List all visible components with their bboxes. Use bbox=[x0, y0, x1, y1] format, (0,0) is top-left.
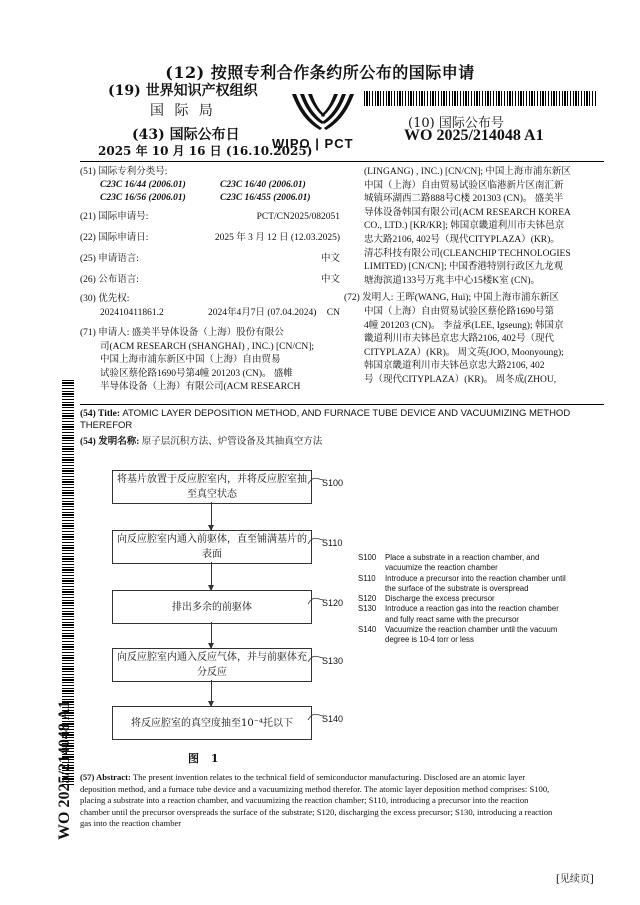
filing-language: 中文 bbox=[320, 254, 340, 264]
applicant-continued-line: LIMITED) [CN/CN]; 中国香港特别行政区九龙观 bbox=[364, 262, 563, 273]
flow-step-box: 向反应腔室内通入前驱体，直至铺满基片的表面 bbox=[112, 530, 312, 564]
biblio-right-column bbox=[344, 166, 600, 388]
side-publication-number: WO 2025/214048 A1 bbox=[56, 700, 73, 840]
legend-entry: S130 Introduce a reaction gas into the reaction chamber bbox=[358, 604, 559, 614]
ipc-code: C23C 16/56 (2006.01) bbox=[100, 193, 186, 203]
filing-date-label: (22) 国际申请日: bbox=[80, 233, 149, 243]
top-barcode bbox=[364, 91, 596, 106]
flow-step-box: 向反应腔室内通入反应气体，并与前驱体充分反应 bbox=[112, 648, 312, 682]
flow-step-box: 将反应腔室的真空度抽至10⁻⁴托以下 bbox=[112, 706, 312, 740]
flow-step-box: 排出多余的前驱体 bbox=[112, 590, 312, 624]
abstract bbox=[80, 772, 604, 830]
abstract-line: placing a substrate into a reaction chamber, and vacuumizing the reaction chamber; S110, introducing a precursor into the reaction bbox=[80, 795, 529, 806]
applicant-continued-line: 清芯科技有限公司(CLEANCHIP TECHNOLOGIES bbox=[364, 248, 571, 259]
applicant-line: 司(ACM RESEARCH (SHANGHAI) , INC.) [CN/CN]; bbox=[100, 341, 315, 352]
publication-date-label: (43) 国际公布日 bbox=[132, 127, 240, 143]
applicant-line: 半导体设备（上海）有限公司(ACM RESEARCH bbox=[100, 382, 301, 393]
filing-language-label: (25) 申请语言: bbox=[80, 254, 139, 264]
application-number-label: (21) 国际申请号: bbox=[80, 212, 149, 222]
inventor-line: (72) 发明人: 王晖(WANG, Hui); 中国上海市浦东新区 bbox=[344, 293, 560, 304]
inventor-line: 韩国京畿道利川市夫钵邑京忠大路2106, 402 bbox=[364, 361, 545, 372]
filing-date: 2025 年 3 月 12 日 (12.03.2025) bbox=[214, 233, 340, 243]
flow-arrow-icon bbox=[211, 680, 212, 706]
abstract-line: (57) Abstract: The present invention relates to the technical field of semiconductor manufacturing. Disclosed are an atomic layer bbox=[80, 772, 526, 782]
publication-language: 中文 bbox=[320, 275, 340, 285]
wipo-logo-icon bbox=[288, 92, 358, 134]
legend-entry: S100 Place a substrate in a reaction chamber, and bbox=[358, 553, 540, 562]
flow-step-box: 将基片放置于反应腔室内，并将反应腔室抽至真空状态 bbox=[112, 470, 312, 504]
inventor-line: 号（现代CITYPLAZA）(KR)。 周冬成(ZHOU, bbox=[364, 374, 557, 385]
publication-date: 2025 年 10 月 16 日 (16.10.2025) bbox=[98, 144, 313, 158]
abstract-line: chamber until the precursor overspreads the surface of the substrate; S120, discharging the excess precursor; S130, introducing a reaction bbox=[80, 806, 553, 817]
ipc-code: C23C 16/44 (2006.01) bbox=[100, 180, 186, 190]
inventor-line: 4幢 201203 (CN)。 李益承(LEE, Igseung); 韩国京 bbox=[364, 320, 564, 331]
application-number: PCT/CN2025/082051 bbox=[256, 212, 340, 222]
applicant-block bbox=[80, 327, 340, 395]
wipo-pct-wordmark: WIPO | PCT bbox=[272, 136, 354, 151]
header-divider bbox=[80, 161, 604, 162]
document-title: (12) 按照专利合作条约所公布的国际申请 bbox=[165, 63, 475, 82]
priority-number: 202410411861.2 bbox=[100, 308, 164, 318]
legend-entry-continued: the surface of the substrate is overspread bbox=[385, 583, 529, 593]
publication-number: WO 2025/214048 A1 bbox=[404, 127, 544, 144]
publication-number-label: (10) 国际公布号 bbox=[408, 116, 504, 131]
flow-step-label: S110 bbox=[322, 538, 343, 548]
applicant-continued-line: CO., LTD.) [KR/KR]; 韩国京畿道利川市夫钵邑京 bbox=[364, 221, 565, 232]
flow-step-label: S100 bbox=[322, 478, 344, 488]
ipc-code: C23C 16/40 (2006.01) bbox=[220, 180, 306, 190]
leader-line bbox=[306, 472, 326, 486]
priority-date: 2024年4月7日 (07.04.2024) bbox=[208, 308, 317, 318]
publication-language-label: (26) 公布语言: bbox=[80, 275, 139, 285]
applicant-line: 试验区蔡伦路1690号第4幢 201203 (CN)。 盛帷 bbox=[100, 368, 293, 379]
ipc-label: (51) 国际专利分类号: bbox=[80, 167, 168, 177]
applicant-line: (71) 申请人: 盛美半导体设备（上海）股份有限公 bbox=[80, 328, 284, 338]
legend-entry: S120 Discharge the excess precursor bbox=[358, 594, 495, 604]
leader-line bbox=[306, 592, 326, 606]
priority-label: (30) 优先权: bbox=[80, 294, 130, 304]
chinese-title: (54) 发明名称: 原子层沉积方法、炉管设备及其抽真空方法 bbox=[80, 437, 323, 447]
flow-arrow-icon bbox=[211, 622, 212, 648]
flow-step-label: S120 bbox=[322, 598, 344, 608]
applicant-line: 中国上海市浦东新区中国（上海）自由贸易 bbox=[100, 355, 281, 366]
leader-line bbox=[306, 708, 326, 722]
legend-entry-continued: degree is 10-4 torr or less bbox=[385, 635, 474, 645]
applicant-continued-line: 忠大路2106, 402号（现代CITYPLAZA）(KR)。 bbox=[364, 234, 560, 245]
inventor-line: 畿道利川市夫钵邑京忠大路2106, 402号（现代 bbox=[364, 334, 555, 345]
legend-entry-continued: and fully react same with the precursor bbox=[385, 614, 519, 624]
biblio-left-column bbox=[80, 166, 340, 393]
flow-step-label: S130 bbox=[322, 656, 344, 666]
applicant-continued-line: (LINGANG) , INC.) [CN/CN]; 中国上海市浦东新区 bbox=[364, 167, 571, 177]
title-section bbox=[80, 408, 604, 448]
flow-step-label: S140 bbox=[322, 714, 344, 724]
inventor-line: CITYPLAZA）(KR)。 周文英(JOO, Moonyoung); bbox=[364, 347, 564, 358]
priority-country: CN bbox=[326, 308, 340, 318]
applicant-continued-line: 塘海滨道133号万兆丰中心15楼K室 (CN)。 bbox=[364, 275, 541, 286]
inventor-line: 中国（上海）自由贸易试验区蔡伦路1690号第 bbox=[364, 306, 555, 317]
flow-arrow-icon bbox=[211, 562, 212, 590]
flow-arrow-icon bbox=[211, 502, 212, 530]
title-divider bbox=[80, 404, 604, 405]
applicant-continued-line: 城镇环湖西二路888号C楼 201303 (CN)。 盛美半 bbox=[364, 194, 564, 205]
leader-line bbox=[306, 532, 326, 546]
leader-line bbox=[306, 650, 326, 664]
applicant-continued-line: 中国（上海）自由贸易试验区临港新片区南汇新 bbox=[364, 180, 564, 191]
abstract-line: deposition method, and a furnace tube device and a vacuumizing method therefor. The atomic layer deposition method comprises: S100, bbox=[80, 783, 550, 794]
organization-name: (19) 世界知识产权组织 bbox=[108, 83, 258, 99]
legend-entry: S140 Vacuumize the reaction chamber until the vacuum bbox=[358, 625, 558, 635]
continued-notice: [见续页] bbox=[556, 874, 594, 885]
ipc-code: C23C 16/455 (2006.01) bbox=[220, 193, 311, 203]
flowchart-legend bbox=[358, 553, 598, 646]
bureau-name: 国 际 局 bbox=[150, 103, 216, 119]
english-title-continued: THEREFOR bbox=[80, 420, 133, 431]
figure-caption: 图 1 bbox=[188, 752, 223, 765]
applicant-continued-line: 导体设备韩国有限公司(ACM RESEARCH KOREA bbox=[364, 207, 571, 218]
legend-entry: S110 Introduce a precursor into the reaction chamber until bbox=[358, 573, 566, 583]
english-title: (54) Title: ATOMIC LAYER DEPOSITION METHOD, AND FURNACE TUBE DEVICE AND VACUUMIZING METHOD bbox=[80, 408, 571, 419]
abstract-line: gas into the reaction chamber bbox=[80, 818, 182, 829]
legend-entry-continued: vacuumize the reaction chamber bbox=[385, 563, 498, 573]
